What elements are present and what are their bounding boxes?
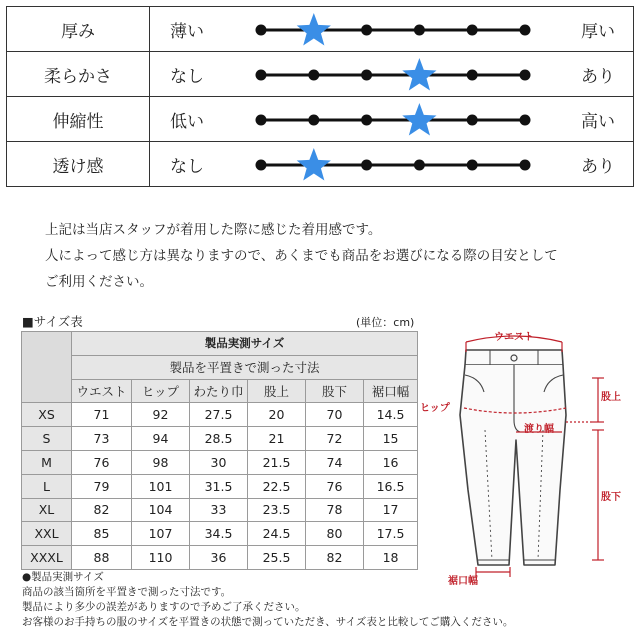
footnote-line: ●製品実測サイズ: [22, 571, 104, 583]
size-label: XL: [22, 498, 72, 522]
scale-dot: [414, 25, 425, 36]
table-cell: 92: [132, 403, 190, 427]
table-row: [22, 546, 418, 570]
size-label: XXL: [22, 522, 72, 546]
column-header: 裾口幅: [364, 379, 418, 403]
table-cell: 107: [132, 522, 190, 546]
feel-scale: [243, 7, 543, 52]
column-header: わたり巾: [190, 379, 248, 403]
table-cell: 70: [306, 403, 364, 427]
table-cell: 20: [248, 403, 306, 427]
feel-name: 透け感: [7, 142, 150, 187]
table-cell: 25.5: [248, 546, 306, 570]
table-column-headers: [22, 379, 418, 403]
table-cell: 76: [306, 474, 364, 498]
feel-scale: [243, 52, 543, 97]
pants-illustration: [460, 350, 566, 565]
size-label: M: [22, 450, 72, 474]
table-cell: 16: [364, 450, 418, 474]
feel-name: 柔らかさ: [7, 52, 150, 96]
table-cell: 71: [72, 403, 132, 427]
size-table-unit: (単位：cm): [356, 316, 415, 329]
hem-label: 裾口幅: [448, 576, 478, 587]
table-header-sub: 製品を平置きで測った寸法: [72, 355, 418, 379]
table-row: [22, 450, 418, 474]
table-row: [22, 427, 418, 451]
table-cell: 74: [306, 450, 364, 474]
column-header: 股上: [248, 379, 306, 403]
scale-dot: [256, 25, 267, 36]
feel-row-stretch: [7, 97, 633, 142]
rise-label: 股上: [601, 392, 621, 403]
feel-name: 厚み: [7, 7, 150, 51]
feel-scale: [243, 97, 543, 142]
table-row: [22, 403, 418, 427]
feel-high-label: 厚い: [581, 21, 615, 42]
table-row: [22, 474, 418, 498]
scale-dot: [520, 70, 531, 81]
feel-row-softness: [7, 52, 633, 97]
table-cell: 76: [72, 450, 132, 474]
rating-star-icon: [297, 148, 331, 181]
scale-dot: [361, 115, 372, 126]
table-cell: 36: [190, 546, 248, 570]
table-cell: 101: [132, 474, 190, 498]
scale-dot: [467, 70, 478, 81]
scale-dot: [467, 160, 478, 171]
table-cell: 98: [132, 450, 190, 474]
footnote-line: 製品により多少の誤差がありますので予めご了承ください。: [22, 601, 306, 613]
table-cell: 33: [190, 498, 248, 522]
note-line: 上記は当店スタッフが着用した際に感じた着用感です。: [45, 222, 382, 238]
scale-dot: [256, 115, 267, 126]
table-cell: 73: [72, 427, 132, 451]
scale-dot: [308, 115, 319, 126]
feel-table: [6, 6, 634, 187]
size-label: XXXL: [22, 546, 72, 570]
table-cell: 15: [364, 427, 418, 451]
footnote-line: 商品の該当箇所を平置きで測った寸法です。: [22, 586, 232, 598]
feel-high-label: あり: [581, 157, 615, 177]
table-row: [22, 522, 418, 546]
table-cell: 21: [248, 427, 306, 451]
feel-high-label: 高い: [581, 111, 615, 132]
scale-dot: [256, 70, 267, 81]
table-cell: 82: [306, 546, 364, 570]
scale-dot: [467, 115, 478, 126]
column-header: 股下: [306, 379, 364, 403]
scale-dot: [361, 70, 372, 81]
table-row: [22, 498, 418, 522]
scale-dot: [467, 25, 478, 36]
scale-dot: [361, 25, 372, 36]
table-cell: 85: [72, 522, 132, 546]
table-cell: 21.5: [248, 450, 306, 474]
feel-row-sheerness: [7, 142, 633, 187]
scale-dot: [520, 160, 531, 171]
table-cell: 24.5: [248, 522, 306, 546]
rating-star-icon: [402, 58, 436, 91]
table-header-main: 製品実測サイズ: [72, 332, 418, 356]
table-cell: 31.5: [190, 474, 248, 498]
waist-label: ウエスト: [494, 332, 534, 343]
rating-star-icon: [297, 13, 331, 46]
feel-name: 伸縮性: [7, 97, 150, 141]
scale-dot: [520, 115, 531, 126]
feel-low-label: 薄い: [170, 21, 204, 42]
feel-high-label: あり: [581, 66, 615, 87]
table-cell: 28.5: [190, 427, 248, 451]
scale-dot: [256, 160, 267, 171]
hip-label: ヒップ: [420, 403, 450, 414]
table-cell: 72: [306, 427, 364, 451]
feel-row-thickness: [7, 7, 633, 52]
column-header: ウエスト: [72, 379, 132, 403]
thigh-label: 渡り幅: [524, 424, 554, 435]
table-cell: 16.5: [364, 474, 418, 498]
feel-scale: [243, 142, 543, 187]
size-table: [21, 331, 418, 570]
note-line: 人によって感じ方は異なりますので、あくまでも商品をお選びになる際の目安として: [45, 248, 558, 264]
scale-dot: [520, 25, 531, 36]
table-cell: 30: [190, 450, 248, 474]
size-table-title: ■サイズ表: [22, 314, 83, 329]
pants-measurement-diagram: [420, 320, 635, 590]
inseam-label: 股下: [601, 492, 621, 503]
feel-low-label: 低い: [170, 111, 204, 132]
table-cell: 23.5: [248, 498, 306, 522]
table-cell: 82: [72, 498, 132, 522]
table-cell: 17: [364, 498, 418, 522]
footnote-line: お客様のお手持ちの服のサイズを平置きの状態で測っていただき、サイズ表と比較してご購入ください。: [22, 616, 514, 628]
size-label: XS: [22, 403, 72, 427]
scale-dot: [361, 160, 372, 171]
table-cell: 94: [132, 427, 190, 451]
table-cell: 14.5: [364, 403, 418, 427]
hem-measure: [476, 567, 510, 577]
feel-low-label: なし: [170, 157, 204, 177]
table-cell: 34.5: [190, 522, 248, 546]
table-cell: 78: [306, 498, 364, 522]
table-cell: 80: [306, 522, 364, 546]
table-cell: 18: [364, 546, 418, 570]
scale-dot: [308, 70, 319, 81]
rating-star-icon: [402, 103, 436, 136]
feel-low-label: なし: [170, 66, 204, 87]
table-corner: [22, 332, 72, 403]
table-cell: 104: [132, 498, 190, 522]
table-cell: 79: [72, 474, 132, 498]
rise-measure: [566, 378, 604, 422]
table-cell: 27.5: [190, 403, 248, 427]
column-header: ヒップ: [132, 379, 190, 403]
table-cell: 22.5: [248, 474, 306, 498]
table-cell: 17.5: [364, 522, 418, 546]
size-label: L: [22, 474, 72, 498]
note-line: ご利用ください。: [45, 274, 153, 290]
scale-dot: [414, 160, 425, 171]
table-cell: 88: [72, 546, 132, 570]
size-label: S: [22, 427, 72, 451]
table-cell: 110: [132, 546, 190, 570]
